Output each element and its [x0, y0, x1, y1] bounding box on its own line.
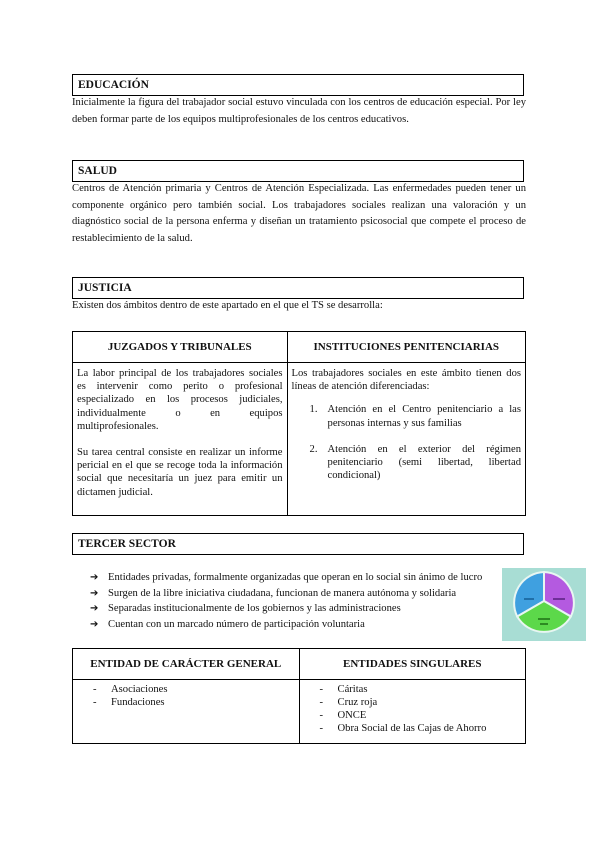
- list-item: - Obra Social de las Cajas de Ahorro: [319, 723, 487, 734]
- table-header-cell: ENTIDADES SINGULARES: [299, 649, 526, 680]
- arrow-right-icon: ➔: [90, 618, 99, 630]
- list-item: - ONCE: [319, 710, 367, 721]
- list-item-text: ONCE: [337, 710, 367, 721]
- list-number: 2.: [309, 443, 318, 455]
- list-number: 1.: [309, 404, 318, 416]
- entidades-singulares-list: [320, 683, 522, 735]
- juzgados-paragraph: Su tarea central consiste en realizar un informe pericial en el que se recoge toda la información social que necesitaría un juez para emitir un dictamen judicial.: [77, 447, 283, 498]
- table-header-cell: INSTITUCIONES PENITENCIARIAS: [287, 332, 525, 363]
- table-header-cell: JUZGADOS Y TRIBUNALES: [73, 332, 288, 363]
- list-item-text: Obra Social de las Cajas de Ahorro: [337, 723, 487, 734]
- list-item: [90, 570, 482, 586]
- arrow-right-icon: ➔: [90, 603, 99, 614]
- section-heading-justicia: [72, 277, 524, 299]
- juzgados-cell: [73, 363, 288, 516]
- entidad-general-cell: [73, 680, 300, 744]
- section-title: SALUD: [78, 165, 117, 177]
- educacion-paragraph: Inicialmente la figura del trabajador social estuvo vinculada con los centros de educación especial. Por ley deben formar parte de los equipos multiprofesionales de los centros educativos.: [72, 97, 526, 125]
- list-item: - Asociaciones: [93, 684, 168, 695]
- juzgados-paragraph: La labor principal de los trabajadores sociales es intervenir como perito o profesional especializado en los procesos judiciales, individualmente o en equipos multiprofesionales.: [77, 368, 283, 432]
- section-heading-tercer-sector: [72, 533, 524, 555]
- entidades-table: [72, 648, 526, 744]
- penitenciarias-cell: [287, 363, 525, 516]
- arrow-right-icon: ➔: [90, 572, 99, 583]
- list-item: [90, 617, 482, 633]
- list-item-text: Separadas institucionalmente de los gobiernos y las administraciones: [108, 603, 401, 614]
- section-heading-educacion: [72, 74, 524, 96]
- arrow-right-icon: ➔: [90, 587, 99, 599]
- list-item-text: Cruz roja: [337, 697, 378, 708]
- list-item-text: Cáritas: [337, 684, 368, 695]
- list-item-text: Asociaciones: [111, 684, 168, 695]
- cycle-diagram-icon: [502, 568, 586, 641]
- list-item-text: Atención en el Centro penitenciario a las personas internas y sus familias: [327, 404, 521, 429]
- penitenciarias-list: [292, 403, 521, 482]
- table-row: [73, 363, 526, 516]
- entidad-general-list: [93, 683, 295, 709]
- list-item: - Cáritas: [319, 684, 368, 695]
- table-header-row: [73, 649, 526, 680]
- list-item-text: Atención en el exterior del régimen penitenciario (semi libertad, libertad condicional): [327, 443, 521, 482]
- cycle-diagram-image: [502, 568, 586, 641]
- list-item-text: Cuentan con un marcado número de participación voluntaria: [108, 618, 365, 630]
- penitenciarias-intro: Los trabajadores sociales en este ámbito tienen dos líneas de atención diferenciadas:: [291, 368, 521, 393]
- section-title: EDUCACIÓN: [78, 79, 149, 91]
- salud-paragraph: Centros de Atención primaria y Centros de Atención Especializada. Las enfermedades pueden tener un componente orgánico pero también social. Los trabajadores sociales realizan una valoración y un diagnóstico social de la persona enferma y diseñan un tratamiento psicosocial que compete el proceso de restablecimiento de la salud.: [72, 183, 526, 244]
- list-item: - Fundaciones: [93, 697, 165, 708]
- justicia-table: [72, 331, 526, 516]
- list-item: [292, 403, 521, 429]
- section-heading-salud: [72, 160, 524, 182]
- list-item: - Cruz roja: [319, 697, 378, 708]
- entidades-singulares-cell: [299, 680, 526, 744]
- list-item-text: Fundaciones: [111, 697, 165, 708]
- tercer-sector-bullets: [90, 570, 482, 632]
- section-title: JUSTICIA: [78, 282, 132, 294]
- table-row: [73, 680, 526, 744]
- list-item-text: Entidades privadas, formalmente organizadas que operan en lo social sin ánimo de lucro: [108, 572, 483, 583]
- justicia-intro: Existen dos ámbitos dentro de este apartado en el que el TS se desarrolla:: [72, 300, 383, 311]
- list-item: [90, 601, 482, 617]
- list-item: [90, 586, 482, 602]
- list-item: [292, 443, 521, 483]
- section-title: TERCER SECTOR: [78, 538, 176, 550]
- list-item-text: Surgen de la libre iniciativa ciudadana, funcionan de manera autónoma y solidaria: [108, 587, 457, 599]
- table-header-row: [73, 332, 526, 363]
- table-header-cell: ENTIDAD DE CARÁCTER GENERAL: [73, 649, 300, 680]
